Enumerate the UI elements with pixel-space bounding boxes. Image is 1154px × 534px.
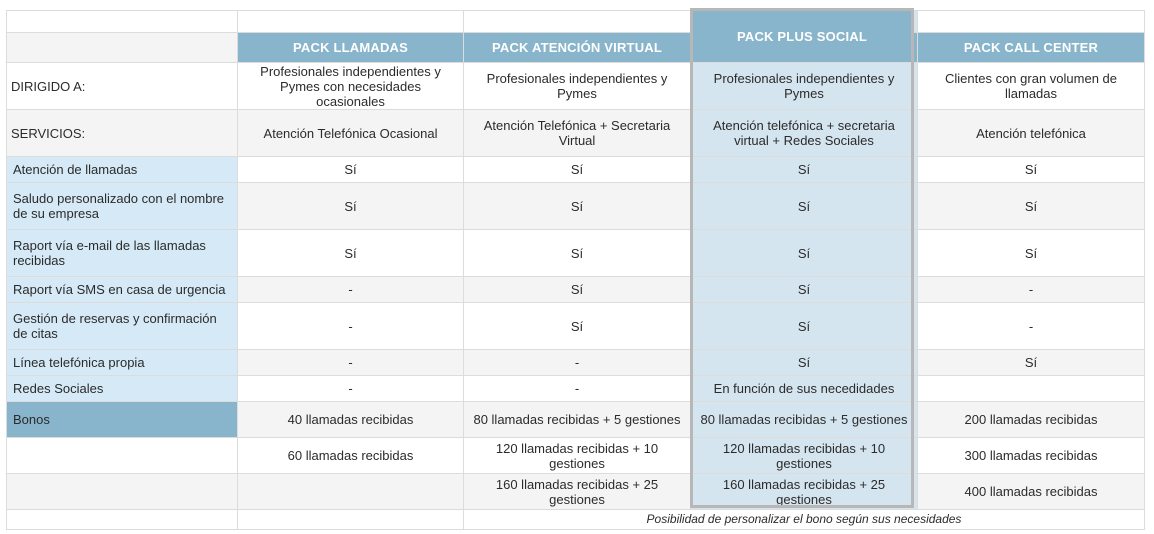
servicios-value: Atención telefónica <box>918 110 1145 157</box>
feature-value: Sí <box>691 183 918 230</box>
dirigido-value: Profesionales independientes y Pymes <box>464 63 691 110</box>
bonos-value: 60 llamadas recibidas <box>238 438 464 474</box>
pricing-table <box>6 10 1145 530</box>
feature-value: Sí <box>691 230 918 277</box>
servicios-value: Atención telefónica + secretaria virtual + Redes Sociales <box>691 110 918 157</box>
feature-value: - <box>464 376 691 402</box>
bonos-value: 120 llamadas recibidas + 10 gestiones <box>464 438 691 474</box>
empty-cell <box>464 11 691 33</box>
bonos-value: 400 llamadas recibidas <box>918 474 1145 510</box>
feature-value: Sí <box>464 157 691 183</box>
empty-cell <box>7 438 238 474</box>
feature-value: - <box>238 277 464 303</box>
feature-label: Atención de llamadas <box>7 157 238 183</box>
dirigido-value: Profesionales independientes y Pymes con necesidades ocasionales <box>238 63 464 110</box>
bonos-value: 120 llamadas recibidas + 10 gestiones <box>691 438 918 474</box>
feature-value: - <box>464 350 691 376</box>
feature-row <box>7 157 1145 183</box>
dirigido-value: Clientes con gran volumen de llamadas <box>918 63 1145 110</box>
bonos-label: Bonos <box>7 402 238 438</box>
empty-cell <box>7 33 238 63</box>
feature-value: Sí <box>918 183 1145 230</box>
bonos-value: 80 llamadas recibidas + 5 gestiones <box>691 402 918 438</box>
servicios-label: SERVICIOS: <box>7 110 238 157</box>
servicios-value: Atención Telefónica Ocasional <box>238 110 464 157</box>
bonos-value: 200 llamadas recibidas <box>918 402 1145 438</box>
empty-cell <box>238 510 464 530</box>
table-spacer-row <box>7 11 1145 33</box>
dirigido-label: DIRIGIDO A: <box>7 63 238 110</box>
servicios-row <box>7 110 1145 157</box>
servicios-value: Atención Telefónica + Secretaria Virtual <box>464 110 691 157</box>
feature-value: - <box>918 277 1145 303</box>
bonos-value: 160 llamadas recibidas + 25 gestiones <box>691 474 918 510</box>
dirigido-value: Profesionales independientes y Pymes <box>691 63 918 110</box>
feature-value: Sí <box>918 230 1145 277</box>
feature-value: Sí <box>691 350 918 376</box>
header-row <box>7 33 1145 63</box>
empty-cell <box>7 474 238 510</box>
feature-label: Gestión de reservas y confirmación de citas <box>7 303 238 350</box>
feature-label: Saludo personalizado con el nombre de su empresa <box>7 183 238 230</box>
feature-value: Sí <box>238 230 464 277</box>
header-pack-plus-social: PACK PLUS SOCIAL <box>693 11 911 62</box>
feature-value: - <box>918 303 1145 350</box>
feature-value: En función de sus necedidades <box>691 376 918 402</box>
feature-value: Sí <box>918 157 1145 183</box>
header-pack-atencion-virtual: PACK ATENCIÓN VIRTUAL <box>464 33 691 63</box>
feature-row <box>7 376 1145 402</box>
feature-row <box>7 303 1145 350</box>
bonos-value: 40 llamadas recibidas <box>238 402 464 438</box>
feature-row <box>7 230 1145 277</box>
feature-value: Sí <box>464 230 691 277</box>
empty-cell <box>7 11 238 33</box>
note-row <box>7 510 1145 530</box>
feature-value: Sí <box>691 277 918 303</box>
dirigido-row <box>7 63 1145 110</box>
feature-value: Sí <box>464 277 691 303</box>
feature-value: Sí <box>238 157 464 183</box>
feature-label: Redes Sociales <box>7 376 238 402</box>
feature-value: - <box>238 350 464 376</box>
bono-note: Posibilidad de personalizar el bono según sus necesidades <box>464 510 1145 530</box>
feature-value <box>918 376 1145 402</box>
feature-value: Sí <box>464 303 691 350</box>
feature-row <box>7 350 1145 376</box>
header-pack-llamadas: PACK LLAMADAS <box>238 33 464 63</box>
feature-value: Sí <box>464 183 691 230</box>
feature-label: Raport vía SMS en casa de urgencia <box>7 277 238 303</box>
bonos-row <box>7 438 1145 474</box>
bonos-row <box>7 402 1145 438</box>
bonos-row <box>7 474 1145 510</box>
bonos-value: 300 llamadas recibidas <box>918 438 1145 474</box>
empty-cell <box>7 510 238 530</box>
empty-cell <box>238 11 464 33</box>
bonos-value: 160 llamadas recibidas + 25 gestiones <box>464 474 691 510</box>
feature-value: - <box>238 376 464 402</box>
feature-value: Sí <box>691 303 918 350</box>
bonos-value: 80 llamadas recibidas + 5 gestiones <box>464 402 691 438</box>
header-pack-call-center: PACK CALL CENTER <box>918 33 1145 63</box>
feature-value: Sí <box>691 157 918 183</box>
empty-cell <box>918 11 1145 33</box>
feature-value: Sí <box>918 350 1145 376</box>
feature-value: Sí <box>238 183 464 230</box>
feature-row <box>7 183 1145 230</box>
feature-label: Raport vía e-mail de las llamadas recibidas <box>7 230 238 277</box>
pricing-table-container <box>6 10 1144 530</box>
bonos-value <box>238 474 464 510</box>
feature-row <box>7 277 1145 303</box>
feature-value: - <box>238 303 464 350</box>
feature-label: Línea telefónica propia <box>7 350 238 376</box>
